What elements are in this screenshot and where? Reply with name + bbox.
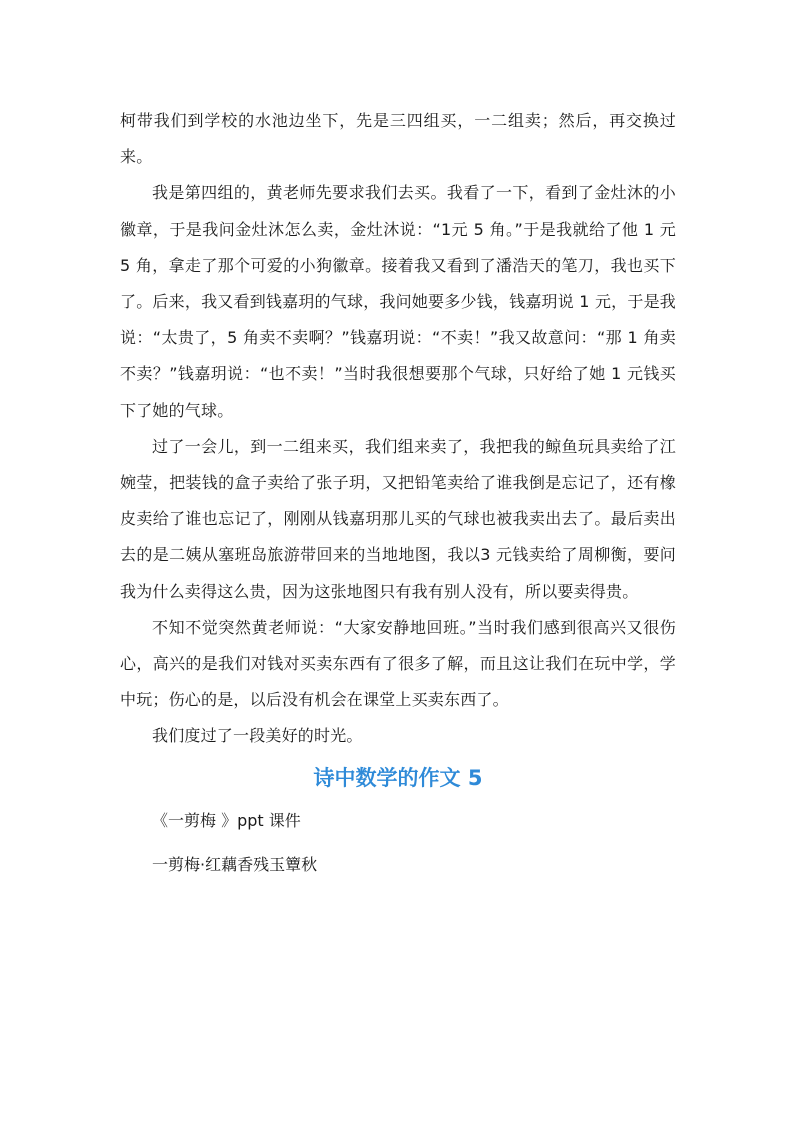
sub-line-poem: 一剪梅·红藕香残玉簟秋	[152, 854, 318, 874]
paragraph-selling: 过了一会儿，到一二组来买，我们组来卖了，我把我的鲸鱼玩具卖给了江婉莹，把装钱的盒子卖给了张子玥，又把铅笔卖给了谁我倒是忘记了，还有橡皮卖给了谁也忘记了，刚刚从钱嘉玥那儿买的气球也被我卖出去了。最后卖出去的是二姨从塞班岛旅游带回来的当地地图，我以3 元钱卖给了周柳衡，要问我为什么卖得这么贵，因为这张地图只有我有别人没有，所以要卖得贵。	[120, 436, 676, 601]
section-heading: 诗中数学的作文 5	[313, 765, 483, 790]
paragraph-buying: 我是第四组的，黄老师先要求我们去买。我看了一下，看到了金灶沐的小徽章，于是我问金灶沐怎么卖，金灶沐说：“1元 5 角。”于是我就给了他 1 元 5 角，拿走了那个可爱的小狗徽章。接着我又看到了潘浩天的笔刀，我也买下了。后来，我又看到钱嘉玥的气球，我问她要多少钱，钱嘉玥说 1 元，于是我说：“太贵了，5 角卖不卖啊？”钱嘉玥说：“不卖！”我又故意问：“那 1 角卖不卖？”钱嘉玥说：“也不卖！”当时我很想要那个气球，只好给了她 1 元钱买下了她的气球。	[120, 183, 676, 420]
document-page	[120, 103, 676, 887]
paragraph-conclusion: 我们度过了一段美好的时光。	[152, 726, 363, 746]
paragraph-ending: 不知不觉突然黄老师说：“大家安静地回班。”当时我们感到很高兴又很伤心，高兴的是我们对钱对买卖东西有了很多了解，而且这让我们在玩中学，学中玩；伤心的是，以后没有机会在课堂上买卖东西了。	[120, 617, 676, 710]
paragraph-continuation: 柯带我们到学校的水池边坐下，先是三四组买，一二组卖；然后，再交换过来。	[120, 111, 676, 167]
sub-line-title: 《一剪梅 》ppt 课件	[152, 810, 301, 830]
